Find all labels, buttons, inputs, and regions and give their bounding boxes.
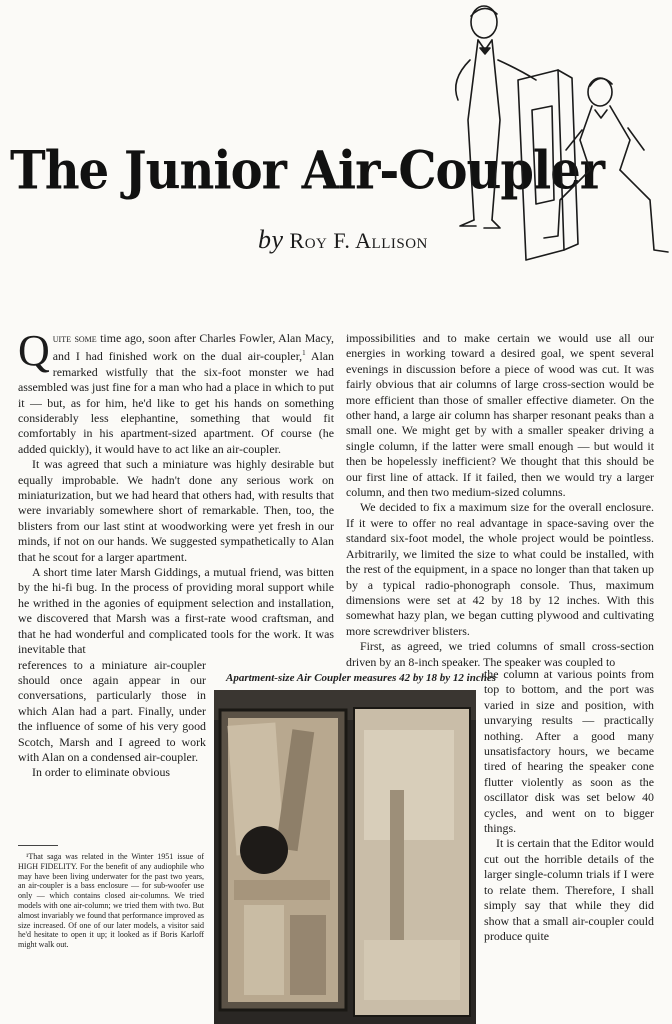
column-right-narrow [484,667,654,944]
narrow-block-left [18,658,206,781]
paragraph-3: A short time later Marsh Giddings, a mutual friend, was bitten by the hi-fi bug. In the process of providing moral support while he writhed in the agonies of equipment selection and installation, we discovered that Marsh was a first-rate wood craftsman, and that he had wonderful and complicated tools for the work. It was inevitable that [18,565,334,657]
paragraph-1 [18,326,334,457]
dropcap: Q [18,326,50,375]
photo-caption: Apartment-size Air Coupler measures 42 by 18 by 12 inches [226,672,497,684]
air-coupler-photo [214,690,476,1024]
paragraph-1-text: time ago, soon after Charles Fowler, Alan Macy, and I had finished work on the dual air-coupler, [52,331,334,364]
paragraph-2: It was agreed that such a miniature was highly desirable but equally improbable. We hadn't done any serious work on miniaturization, but we had heard that others had, with results that were invariably somewhere short of remarkable. Then, too, the blisters from our last stint at woodworking were yet fresh in our minds, if not on our hands. We suggested sympathetically to Alan that he scout for a larger apartment. [18,457,334,564]
author-name: Roy F. Allison [289,228,428,253]
paragraph-1-tail: Alan remarked wistfully that the six-foot monster we had assembled was just fine for a man who had a place in which to put it — but, as for him, he'd like to get his hands on something considerably less elephantine, something that would fit comfortably in his apartment-sized apartment. Of course (he added quickly), it would have to act like an air-coupler. [18,349,334,456]
byline-by: by [258,225,284,254]
footnote [18,852,204,950]
cartoon-illustration [440,0,672,290]
footnote-text: ¹That saga was related in the Winter 1951 issue of HIGH FIDELITY. For the benefit of any audiophile who may have been living underwater for the past two years, an air-coupler is a bass enclosure — for sub-woofer use only — which contains closed air-columns. We tried models with one air-column; we tried them with two. But almost invariably we found that performance improved as size increased. Of one of our later models, a visitor said he'd hesitate to open it up; it looked as if Boris Karloff might walk out. [18,852,204,950]
paragraph-r1: impossibilities and to make certain we would use all our energies in working toward a desired goal, we spent several evenings in discussion before a piece of wood was cut. It was fairly obvious that air columns of large cross-section would be more efficient than those of smaller effective diameter. On the other hand, a large air column has sharper resonant peaks than a small one. We might get by with a smaller speaker driving a single column, if the latter were small enough — but would it then be hopelessly inefficient? We thought that this should be our first line of attack. If it failed, then we would try a larger column, and then two medium-sized columns. [346,331,654,500]
paragraph-3-cont: references to a miniature air-coupler should once again appear in our conversations, particularly those in which Alan had a part. Finally, under the influence of some of his very good Scotch, Marsh and I agreed to work with Alan on a condensed air-coupler. [18,657,206,764]
byline [258,225,428,255]
footnote-rule [18,845,58,846]
paragraph-4: In order to eliminate obvious [32,765,171,780]
lead-in: uite some [52,331,97,345]
paragraph-r2: We decided to fix a maximum size for the overall enclosure. If it were to offer no real advantage in space-saving over the standard six-foot model, the whole project would be pointless. Arbitrarily, we limited the size to what could be installed, with the rest of the equipment, in a space no longer than that taken up by a typical radio-phonograph console. Thus, maximum dimensions were set at 42 by 18 by 12 inches. With this somewhat hazy plan, we began cutting plywood and cultivating more screwdriver blisters. [346,500,654,638]
paragraph-r3-cont: the column at various points from top to bottom, and the port was varied in size and position, with unvarying results — practically nothing. After a good many unsatisfactory hours, we became tired of hearing the speaker cone flutter violently as soon as the oscillator disk was set below 40 cycles, and went on to bigger things. [484,667,654,836]
paragraph-r3: First, as agreed, we tried columns of small cross-section driven by an 8-inch speaker. The speaker was coupled to [346,639,654,669]
article-title: The Junior Air-Coupler [10,140,605,202]
column-right [346,331,654,670]
paragraph-r4: It is certain that the Editor would cut out the horrible details of the larger single-column trials if I were to relate them. Therefore, I shall simply say that while they did show that a small air-coupler could produce quite [484,836,654,943]
footnote-marker: 1 [302,349,306,358]
